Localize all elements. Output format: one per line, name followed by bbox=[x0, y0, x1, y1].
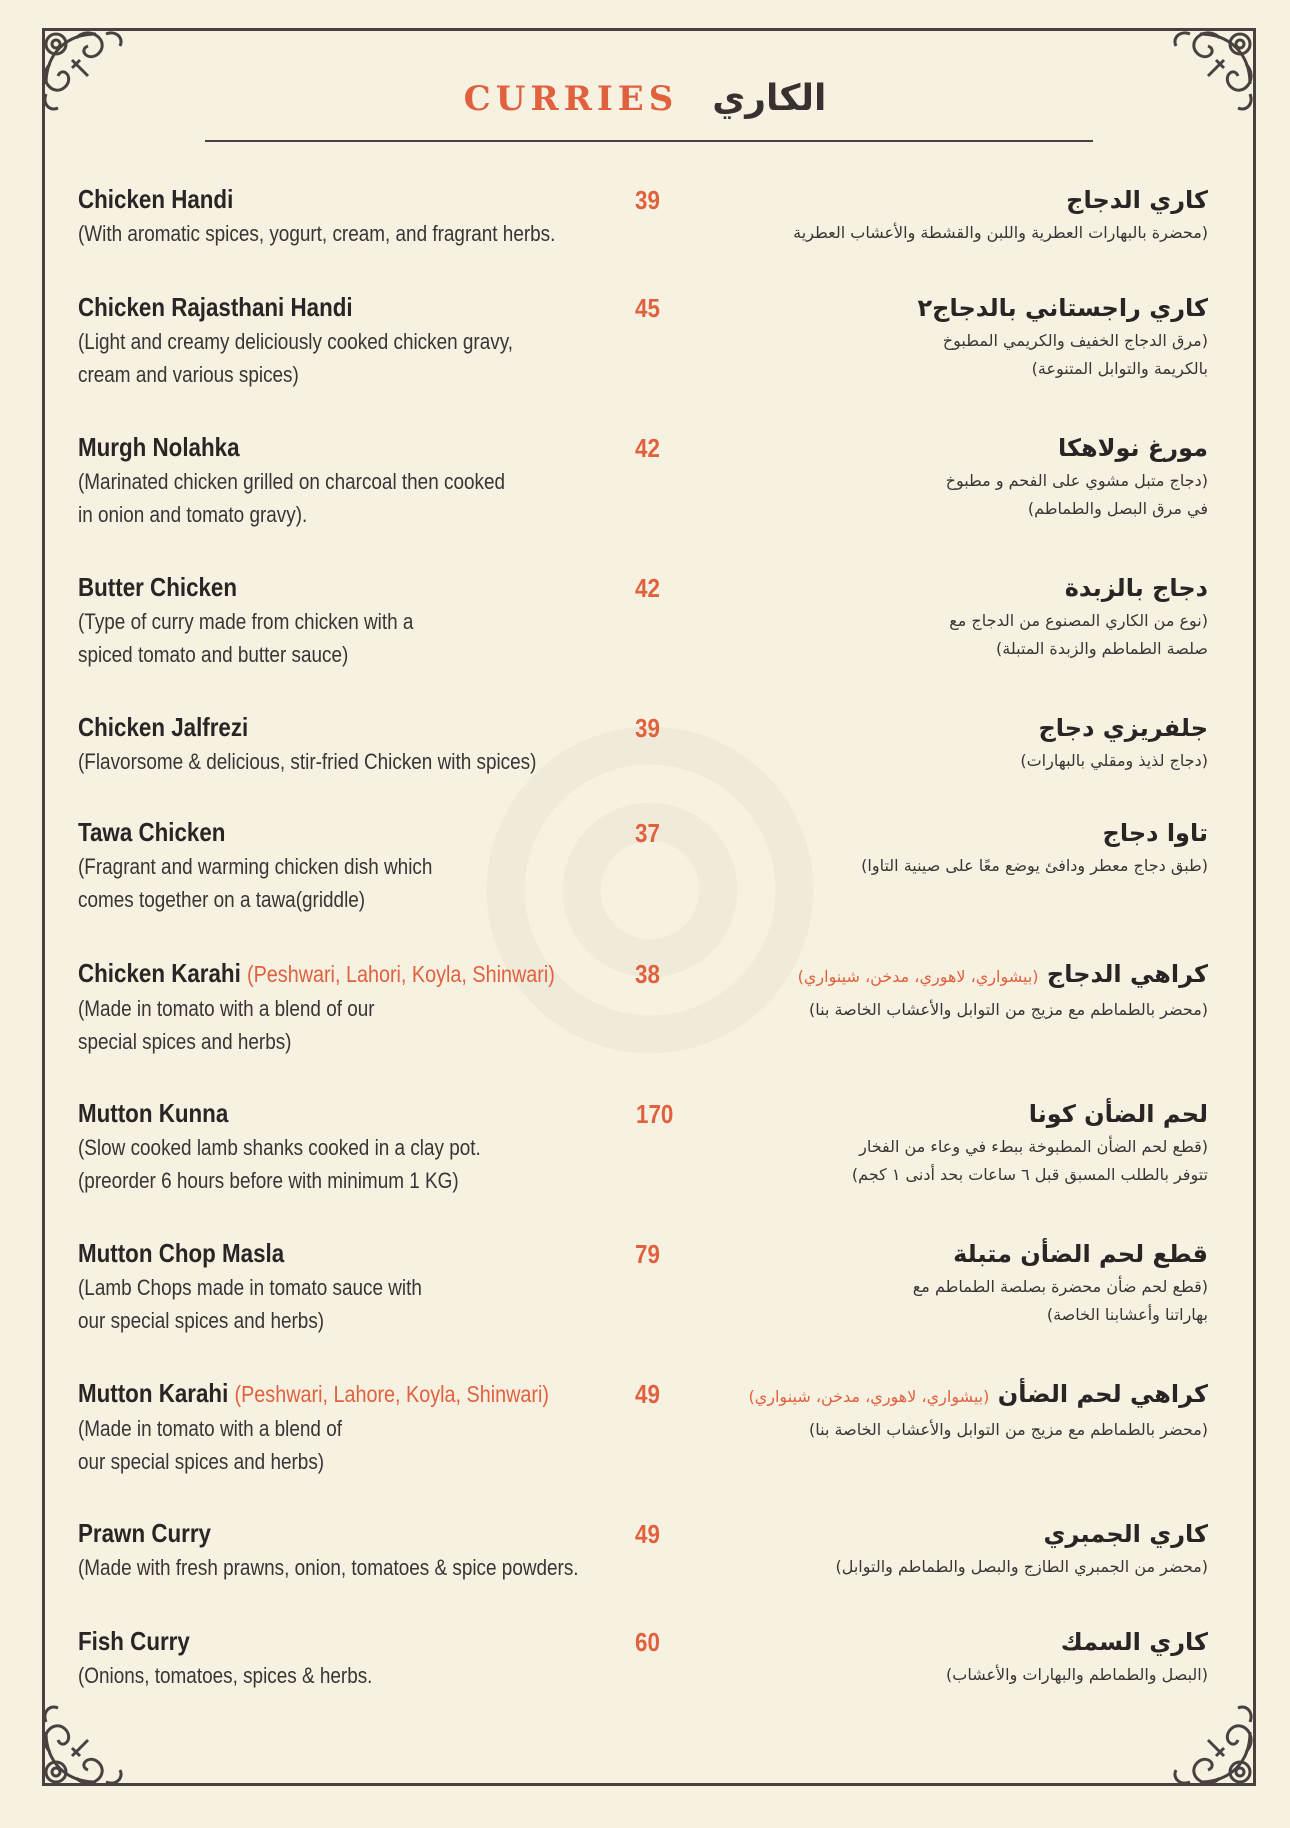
item-price: 45 bbox=[635, 293, 660, 323]
item-description bbox=[78, 605, 560, 671]
item-description-line: (Onions, tomatoes, spices & herbs. bbox=[78, 1663, 373, 1688]
item-description-line: (Fragrant and warming chicken dish which bbox=[78, 854, 433, 879]
item-description-arabic-line: (دجاج متبل مشوي على الفحم و مطبوخ bbox=[945, 471, 1208, 490]
item-description-arabic-line: (محضر من الجمبري الطازج والبصل والطماطم والتوابل) bbox=[835, 1557, 1208, 1576]
item-name: Murgh Nolahka bbox=[78, 432, 240, 462]
item-name: Mutton Karahi (Peshwari, Lahore, Koyla, Shinwari) bbox=[78, 1378, 549, 1408]
page-title: CURRIES bbox=[463, 78, 679, 119]
item-name: Butter Chicken bbox=[78, 572, 238, 602]
item-description-arabic-line: (البصل والطماطم والبهارات والأعشاب) bbox=[946, 1665, 1208, 1684]
item-english bbox=[78, 816, 638, 916]
item-arabic bbox=[688, 183, 1208, 247]
item-description-arabic bbox=[688, 607, 1208, 663]
item-description-arabic-line: (طبق دجاج معطر ودافئ يوضع معًا على صينية التاوا) bbox=[861, 856, 1208, 875]
item-description-line: (Made in tomato with a blend of our bbox=[78, 996, 375, 1021]
item-description-line: (Light and creamy deliciously cooked chicken gravy, bbox=[78, 329, 514, 354]
item-english bbox=[78, 1625, 638, 1692]
item-description-arabic-line: (دجاج لذيذ ومقلي بالبهارات) bbox=[1020, 751, 1208, 770]
item-price: 79 bbox=[635, 1239, 660, 1269]
item-description-line: (Made with fresh prawns, onion, tomatoes & spice powders. bbox=[78, 1555, 579, 1580]
item-description-arabic bbox=[688, 1133, 1208, 1189]
item-variants-arabic: (بيشواري، لاهوري، مدخن، شينواري) bbox=[797, 967, 1039, 986]
item-price: 37 bbox=[635, 818, 660, 848]
item-description bbox=[78, 850, 560, 916]
item-arabic bbox=[688, 711, 1208, 775]
item-description-line: our special spices and herbs) bbox=[78, 1308, 325, 1333]
item-description-arabic bbox=[688, 467, 1208, 523]
item-name: Chicken Jalfrezi bbox=[78, 712, 249, 742]
item-arabic bbox=[688, 1237, 1208, 1329]
item-description-line: spiced tomato and butter sauce) bbox=[78, 642, 349, 667]
item-english bbox=[78, 1377, 638, 1478]
item-name: Prawn Curry bbox=[78, 1518, 211, 1548]
item-price: 39 bbox=[635, 713, 660, 743]
item-name-arabic: كاري راجستاني بالدجاج٢ bbox=[917, 294, 1208, 322]
item-description-arabic bbox=[688, 1661, 1208, 1689]
item-description-line: (Flavorsome & delicious, stir-fried Chicken with spices) bbox=[78, 749, 537, 774]
item-name-arabic: كاري السمك bbox=[1060, 1628, 1208, 1656]
item-description bbox=[78, 1271, 560, 1337]
item-name-arabic: كاري الدجاج bbox=[1066, 186, 1208, 214]
item-name-arabic: كراهي الدجاج (بيشواري، لاهوري، مدخن، شينواري) bbox=[797, 960, 1208, 988]
item-description-arabic bbox=[688, 1553, 1208, 1581]
item-description-arabic-line: (قطع لحم ضأن محضرة بصلصة الطماطم مع bbox=[912, 1277, 1208, 1296]
item-price: 170 bbox=[636, 1099, 674, 1129]
item-name-arabic: قطع لحم الضأن متبلة bbox=[953, 1240, 1208, 1268]
item-english bbox=[78, 957, 638, 1058]
item-description-arabic bbox=[688, 996, 1208, 1024]
item-description-arabic-line: بالكريمة والتوابل المتنوعة) bbox=[1031, 359, 1208, 378]
item-arabic bbox=[688, 291, 1208, 383]
item-english bbox=[78, 1097, 638, 1197]
item-price: 42 bbox=[635, 573, 660, 603]
item-description bbox=[78, 1659, 560, 1692]
item-arabic bbox=[688, 1097, 1208, 1189]
item-description-line: (Marinated chicken grilled on charcoal then cooked bbox=[78, 469, 506, 494]
item-price: 42 bbox=[635, 433, 660, 463]
item-english bbox=[78, 431, 638, 531]
item-description-arabic-line: صلصة الطماطم والزبدة المتبلة) bbox=[996, 639, 1208, 658]
item-price: 38 bbox=[635, 959, 660, 989]
item-description-line: cream and various spices) bbox=[78, 362, 299, 387]
item-description bbox=[78, 1551, 579, 1584]
item-english bbox=[78, 1517, 638, 1584]
item-description bbox=[78, 217, 560, 250]
item-name-arabic: مورغ نولاهكا bbox=[1057, 434, 1208, 462]
item-description-arabic-line: في مرق البصل والطماطم) bbox=[1027, 499, 1208, 518]
item-description-line: comes together on a tawa(griddle) bbox=[78, 887, 366, 912]
item-name-arabic: كاري الجمبري bbox=[1043, 1520, 1208, 1548]
item-description-arabic bbox=[688, 1416, 1208, 1444]
item-description-arabic bbox=[688, 219, 1208, 247]
item-price: 49 bbox=[635, 1379, 660, 1409]
item-description-arabic-line: (محضر بالطماطم مع مزيج من التوابل والأعشاب الخاصة بنا) bbox=[809, 1000, 1208, 1019]
item-name: Tawa Chicken bbox=[78, 817, 226, 847]
item-description bbox=[78, 325, 560, 391]
item-english bbox=[78, 291, 638, 391]
item-name: Fish Curry bbox=[78, 1626, 190, 1656]
item-description-line: (Lamb Chops made in tomato sauce with bbox=[78, 1275, 422, 1300]
item-name: Chicken Handi bbox=[78, 184, 234, 214]
item-price: 39 bbox=[635, 185, 660, 215]
item-description-line: our special spices and herbs) bbox=[78, 1449, 325, 1474]
item-description bbox=[78, 1412, 560, 1478]
item-name: Chicken Rajasthani Handi bbox=[78, 292, 353, 322]
item-description-arabic-line: تتوفر بالطلب المسبق قبل ٦ ساعات بحد أدنى ١ كجم) bbox=[851, 1165, 1208, 1184]
item-description-arabic-line: (محضرة بالبهارات العطرية واللبن والقشطة والأعشاب العطرية bbox=[793, 223, 1208, 242]
item-description bbox=[78, 992, 560, 1058]
item-name: Mutton Kunna bbox=[78, 1098, 229, 1128]
item-arabic bbox=[688, 816, 1208, 880]
item-name-arabic: دجاج بالزبدة bbox=[1064, 574, 1208, 602]
item-arabic bbox=[688, 1377, 1208, 1444]
item-description bbox=[78, 1131, 560, 1197]
item-description-line: (Slow cooked lamb shanks cooked in a clay pot. bbox=[78, 1135, 481, 1160]
item-english bbox=[78, 711, 638, 778]
item-price: 60 bbox=[635, 1627, 660, 1657]
item-description-arabic-line: بهاراتنا وأعشابنا الخاصة) bbox=[1046, 1305, 1208, 1324]
item-name-arabic: جلفريزي دجاج bbox=[1038, 714, 1208, 742]
item-description-line: special spices and herbs) bbox=[78, 1029, 292, 1054]
item-variants-arabic: (بيشواري، لاهوري، مدخن، شينواري) bbox=[748, 1387, 990, 1406]
item-arabic bbox=[688, 1625, 1208, 1689]
item-description-line: (Type of curry made from chicken with a bbox=[78, 609, 414, 634]
item-description-line: in onion and tomato gravy). bbox=[78, 502, 308, 527]
item-description-arabic-line: (مرق الدجاج الخفيف والكريمي المطبوخ bbox=[942, 331, 1208, 350]
item-description-arabic bbox=[688, 327, 1208, 383]
item-arabic bbox=[688, 431, 1208, 523]
item-name: Mutton Chop Masla bbox=[78, 1238, 285, 1268]
item-description-arabic bbox=[688, 747, 1208, 775]
item-name-arabic: تاوا دجاج bbox=[1102, 819, 1208, 847]
item-description bbox=[78, 465, 560, 531]
page-title-arabic: الكاري bbox=[712, 78, 827, 119]
item-name: Chicken Karahi (Peshwari, Lahori, Koyla, Shinwari) bbox=[78, 958, 555, 988]
item-english bbox=[78, 1237, 638, 1337]
item-description-arabic-line: (محضر بالطماطم مع مزيج من التوابل والأعشاب الخاصة بنا) bbox=[809, 1420, 1208, 1439]
item-description-line: (Made in tomato with a blend of bbox=[78, 1416, 342, 1441]
item-english bbox=[78, 183, 638, 250]
item-description-arabic bbox=[688, 852, 1208, 880]
item-description-line: (With aromatic spices, yogurt, cream, and fragrant herbs. bbox=[78, 221, 556, 246]
item-arabic bbox=[688, 957, 1208, 1024]
item-description-arabic-line: (نوع من الكاري المصنوع من الدجاج مع bbox=[949, 611, 1208, 630]
item-arabic bbox=[688, 571, 1208, 663]
item-description bbox=[78, 745, 560, 778]
item-description-arabic-line: (قطع لحم الضأن المطبوخة ببطء في وعاء من الفخار bbox=[859, 1137, 1208, 1156]
item-variants: (Peshwari, Lahore, Koyla, Shinwari) bbox=[234, 1381, 549, 1407]
item-arabic bbox=[688, 1517, 1208, 1581]
item-name-arabic: لحم الضأن كونا bbox=[1028, 1100, 1208, 1128]
item-description-line: (preorder 6 hours before with minimum 1 KG) bbox=[78, 1168, 459, 1193]
item-english bbox=[78, 571, 638, 671]
item-variants: (Peshwari, Lahori, Koyla, Shinwari) bbox=[247, 961, 555, 987]
item-name-arabic: كراهي لحم الضأن (بيشواري، لاهوري، مدخن، شينواري) bbox=[748, 1380, 1208, 1408]
item-price: 49 bbox=[635, 1519, 660, 1549]
item-description-arabic bbox=[688, 1273, 1208, 1329]
